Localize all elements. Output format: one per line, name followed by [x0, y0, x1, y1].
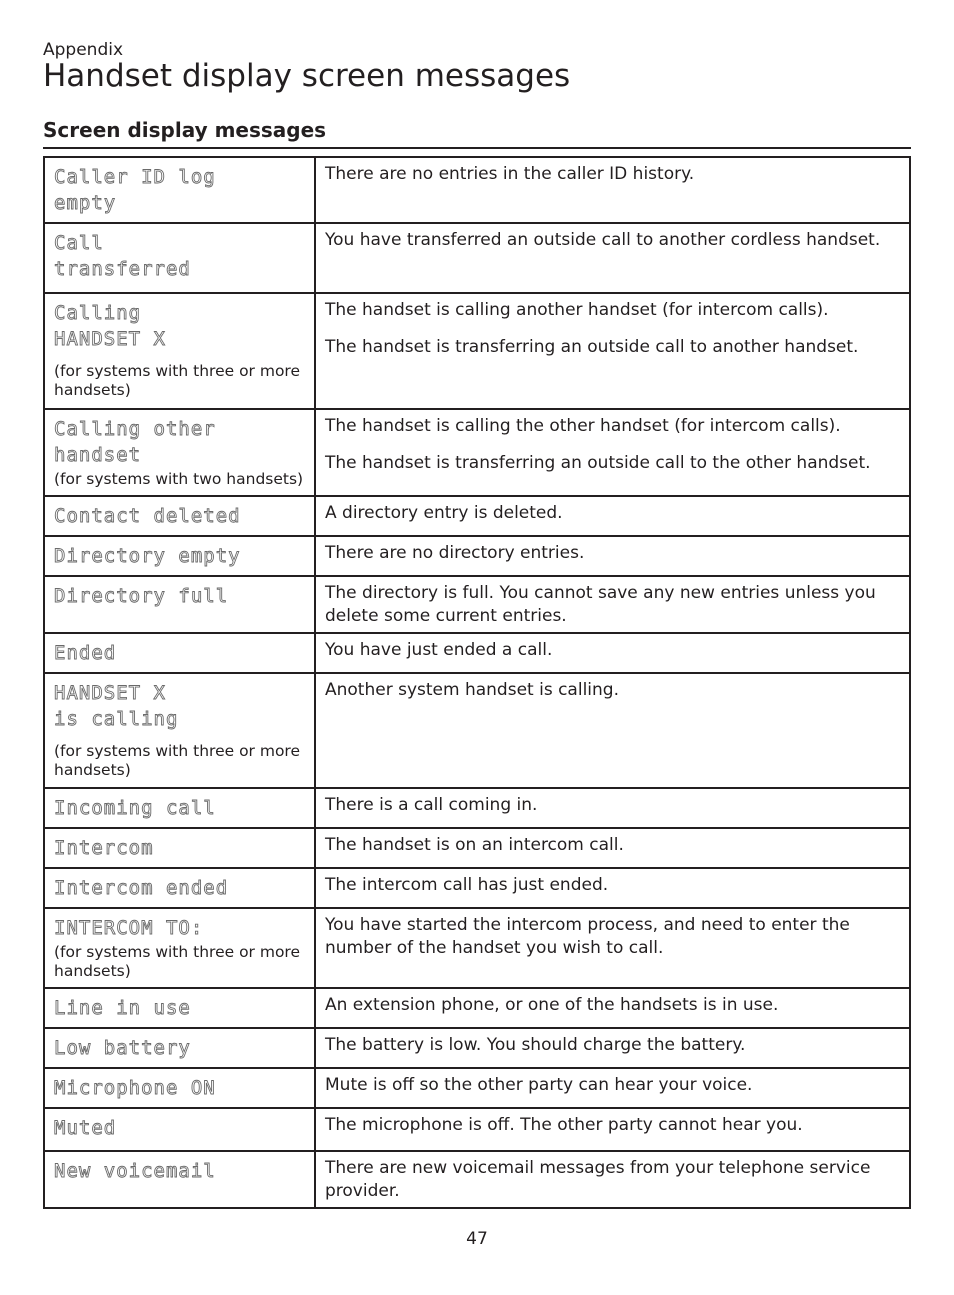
message-cell-content: [45, 158, 314, 222]
description-cell: [315, 633, 910, 673]
display-message-text: Low battery: [54, 1037, 191, 1059]
description-content: [316, 989, 909, 1021]
display-message-text: Line in use: [54, 997, 191, 1019]
description-cell: [315, 673, 910, 788]
description-text: You have transferred an outside call to another cordless handset.: [325, 230, 881, 250]
page-number: 47: [466, 1229, 488, 1249]
description-content: [316, 869, 909, 901]
message-cell-content: [45, 537, 314, 575]
display-message-text: Contact deleted: [54, 505, 241, 527]
table-row: [44, 1028, 910, 1068]
message-cell: [44, 828, 315, 868]
table-row: [44, 828, 910, 868]
message-cell-content: [45, 497, 314, 535]
table-row: [44, 908, 910, 988]
display-message-text: HANDSET X: [54, 328, 166, 350]
description-text: The handset is transferring an outside call to another handset.: [325, 337, 859, 357]
message-cell: [44, 1028, 315, 1068]
table-row: [44, 868, 910, 908]
description-cell: [315, 576, 910, 633]
messages-table: [43, 156, 911, 1209]
display-message-text: HANDSET X: [54, 682, 166, 704]
table-row: [44, 633, 910, 673]
description-cell: [315, 1028, 910, 1068]
message-cell-content: [45, 224, 314, 288]
message-cell-content: [45, 1109, 314, 1147]
table-row: [44, 293, 910, 409]
message-cell: [44, 908, 315, 988]
description-cell: [315, 788, 910, 828]
message-cell-content: [45, 410, 314, 495]
description-content: [316, 577, 909, 632]
message-cell: [44, 868, 315, 908]
description-cell: [315, 1151, 910, 1208]
table-row: [44, 1108, 910, 1151]
description-content: [316, 1069, 909, 1101]
table-row: [44, 576, 910, 633]
display-message-text: Microphone ON: [54, 1077, 216, 1099]
description-content: [316, 1109, 909, 1141]
description-cell: [315, 988, 910, 1028]
description-cell: [315, 908, 910, 988]
display-message-text: Intercom: [54, 837, 154, 859]
display-message-text: empty: [54, 192, 117, 214]
system-note: (for systems with three or more handsets): [54, 742, 301, 779]
description-text: A directory entry is deleted.: [325, 503, 563, 523]
display-message-text: Call: [54, 232, 104, 254]
display-message-text: New voicemail: [54, 1160, 216, 1182]
description-cell: [315, 157, 910, 223]
description-cell: [315, 409, 910, 496]
description-content: [316, 634, 909, 666]
description-cell: [315, 1108, 910, 1151]
display-message-text: transferred: [54, 258, 191, 280]
description-content: [316, 909, 909, 964]
message-cell: [44, 496, 315, 536]
description-cell: [315, 293, 910, 409]
display-message-text: Calling: [54, 302, 142, 324]
description-text: There are no entries in the caller ID history.: [325, 164, 695, 184]
message-cell: [44, 1068, 315, 1108]
description-content: [316, 497, 909, 529]
system-note: (for systems with three or more handsets): [54, 362, 301, 399]
description-content: [316, 1152, 909, 1207]
display-message-text: Directory empty: [54, 545, 241, 567]
display-message-text: Incoming call: [54, 797, 216, 819]
table-row: [44, 1068, 910, 1108]
display-message-text: handset: [54, 444, 142, 466]
message-cell: [44, 409, 315, 496]
message-cell: [44, 788, 315, 828]
message-cell: [44, 1151, 315, 1208]
description-text: The handset is calling another handset (for intercom calls).: [325, 300, 829, 320]
table-row: [44, 157, 910, 223]
message-cell-content: [45, 829, 314, 867]
description-content: [316, 410, 909, 479]
display-message-text: Caller ID log: [54, 166, 216, 188]
section-label: Appendix: [43, 40, 124, 60]
table-row: [44, 409, 910, 496]
description-text: Another system handset is calling.: [325, 680, 619, 700]
description-cell: [315, 536, 910, 576]
description-text: The handset is on an intercom call.: [325, 835, 624, 855]
description-text: The handset is calling the other handset (for intercom calls).: [325, 416, 841, 436]
message-cell-content: [45, 294, 314, 406]
description-text: Mute is off so the other party can hear your voice.: [325, 1075, 753, 1095]
table-row: [44, 1151, 910, 1208]
description-cell: [315, 496, 910, 536]
display-message-text: Muted: [54, 1117, 117, 1139]
description-content: [316, 829, 909, 861]
description-cell: [315, 828, 910, 868]
display-message-text: Calling other: [54, 418, 216, 440]
description-content: [316, 1029, 909, 1061]
display-message-text: Directory full: [54, 585, 229, 607]
message-cell-content: [45, 909, 314, 987]
message-cell-content: [45, 789, 314, 827]
table-row: [44, 536, 910, 576]
description-text: You have started the intercom process, and need to enter the number of the handset you wish to call.: [325, 915, 850, 958]
description-text: There is a call coming in.: [325, 795, 538, 815]
description-text: There are new voicemail messages from your telephone service provider.: [325, 1158, 871, 1201]
table-row: [44, 496, 910, 536]
messages-table-body: [44, 157, 910, 1208]
message-cell-content: [45, 869, 314, 907]
message-cell: [44, 536, 315, 576]
description-content: [316, 294, 909, 363]
description-text: The microphone is off. The other party cannot hear you.: [325, 1115, 803, 1135]
table-row: [44, 223, 910, 293]
description-content: [316, 789, 909, 821]
message-cell-content: [45, 989, 314, 1027]
description-cell: [315, 868, 910, 908]
description-content: [316, 158, 909, 190]
message-cell: [44, 988, 315, 1028]
message-cell: [44, 673, 315, 788]
message-cell: [44, 1108, 315, 1151]
message-cell: [44, 576, 315, 633]
heading-rule: [43, 147, 911, 149]
description-text: You have just ended a call.: [325, 640, 553, 660]
message-cell-content: [45, 1152, 314, 1190]
display-message-text: INTERCOM TO:: [54, 917, 204, 939]
message-cell-content: [45, 577, 314, 615]
message-cell: [44, 293, 315, 409]
message-cell: [44, 633, 315, 673]
description-content: [316, 224, 909, 256]
description-text: The directory is full. You cannot save any new entries unless you delete some current entries.: [325, 583, 876, 626]
page-title: Handset display screen messages: [43, 58, 571, 94]
subheading: Screen display messages: [43, 118, 327, 142]
display-message-text: Intercom ended: [54, 877, 229, 899]
table-row: [44, 788, 910, 828]
description-content: [316, 537, 909, 569]
description-cell: [315, 223, 910, 293]
message-cell-content: [45, 634, 314, 672]
system-note: (for systems with two handsets): [54, 470, 304, 488]
message-cell: [44, 223, 315, 293]
message-cell-content: [45, 1029, 314, 1067]
display-message-text: is calling: [54, 708, 179, 730]
description-text: The handset is transferring an outside call to the other handset.: [325, 453, 871, 473]
system-note: (for systems with three or more handsets): [54, 943, 301, 980]
description-text: The battery is low. You should charge the battery.: [325, 1035, 746, 1055]
description-text: An extension phone, or one of the handsets is in use.: [325, 995, 779, 1015]
description-content: [316, 674, 909, 706]
message-cell-content: [45, 1069, 314, 1107]
message-cell: [44, 157, 315, 223]
description-text: The intercom call has just ended.: [325, 875, 609, 895]
description-cell: [315, 1068, 910, 1108]
display-message-text: Ended: [54, 642, 117, 664]
description-text: There are no directory entries.: [325, 543, 585, 563]
table-row: [44, 988, 910, 1028]
table-row: [44, 673, 910, 788]
message-cell-content: [45, 674, 314, 786]
